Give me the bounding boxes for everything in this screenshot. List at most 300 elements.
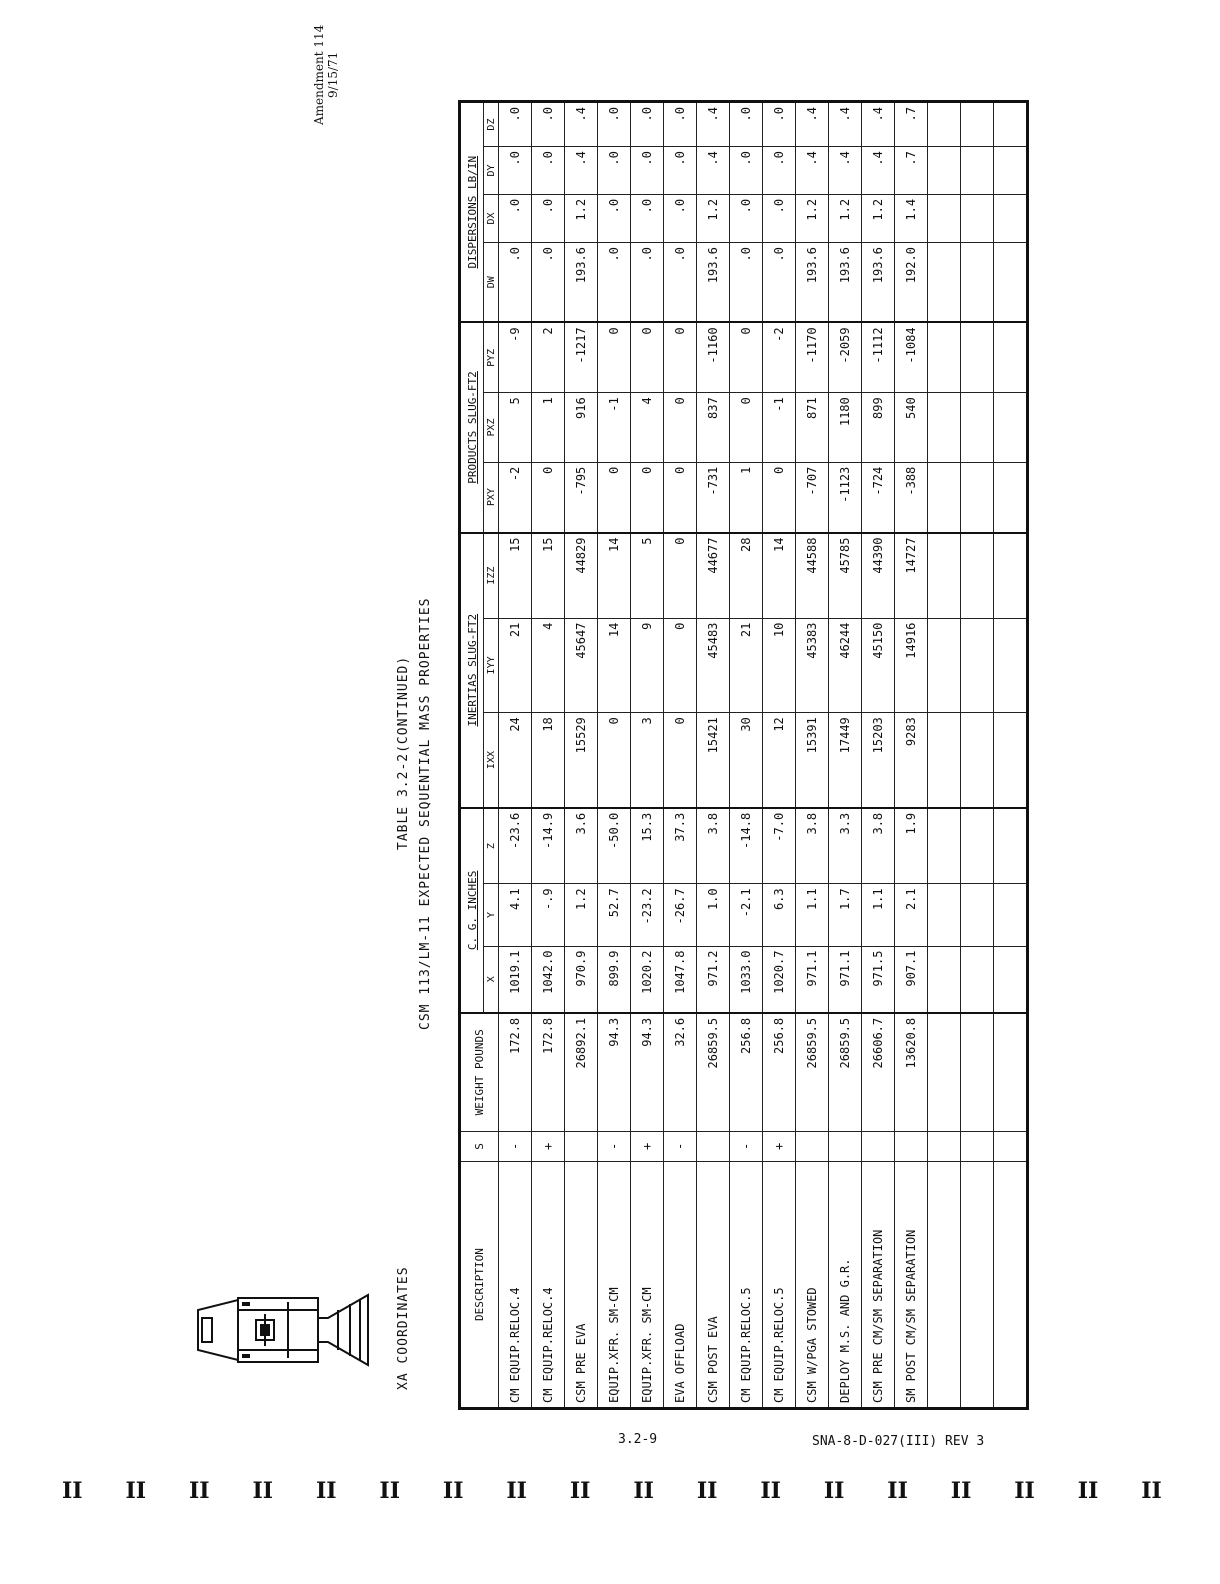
table-cell: -26.7 — [664, 884, 697, 946]
table-cell — [796, 1131, 829, 1161]
table-cell: 15391 — [796, 713, 829, 808]
table-cell: 94.3 — [631, 1013, 664, 1131]
amendment-block — [312, 25, 340, 125]
table-cell — [928, 946, 961, 1013]
table-cell: -1123 — [829, 462, 862, 532]
table-cell: 971.1 — [829, 946, 862, 1013]
table-cell: 871 — [796, 393, 829, 462]
table-cell: 26892.1 — [565, 1013, 598, 1131]
scan-mark: II — [252, 1478, 274, 1504]
table-cell: 2 — [532, 322, 565, 392]
table-cell: 3.8 — [862, 808, 895, 884]
scan-mark: II — [1141, 1478, 1162, 1504]
table-cell: 5 — [499, 393, 532, 462]
table-cell: -707 — [796, 462, 829, 532]
table-cell: 1.4 — [895, 194, 928, 242]
table-cell — [928, 618, 961, 713]
table-cell: 1.2 — [565, 884, 598, 946]
table-cell: CM EQUIP.RELOC.4 — [532, 1162, 565, 1409]
table-cell: 1 — [730, 462, 763, 532]
table-cell: 0 — [763, 462, 796, 532]
col-iyy: IYY — [484, 618, 499, 713]
table-cell: 26859.5 — [796, 1013, 829, 1131]
table-cell: -9 — [499, 322, 532, 392]
table-cell — [928, 462, 961, 532]
table-cell — [961, 713, 994, 808]
table-cell: 12 — [763, 713, 796, 808]
table-cell: 1047.8 — [664, 946, 697, 1013]
table-cell: .0 — [664, 147, 697, 195]
table-cell — [994, 1131, 1028, 1161]
col-x: X — [484, 946, 499, 1013]
table-cell: 9283 — [895, 713, 928, 808]
table-row — [796, 102, 829, 1409]
table-cell: 3 — [631, 713, 664, 808]
table-title: TABLE 3.2-2(CONTINUED) — [396, 655, 411, 850]
table-cell — [994, 884, 1028, 946]
table-cell: -1084 — [895, 322, 928, 392]
table-cell: 26859.5 — [697, 1013, 730, 1131]
col-dw: DW — [484, 243, 499, 323]
group-inertias-label: INERTIAS SLUG-FT2 — [465, 613, 479, 727]
table-cell: 44588 — [796, 533, 829, 619]
table-cell: 14 — [763, 533, 796, 619]
table-cell: .0 — [499, 194, 532, 242]
table-cell: 45383 — [796, 618, 829, 713]
table-cell — [565, 1131, 598, 1161]
table-cell: 172.8 — [499, 1013, 532, 1131]
scan-mark: II — [62, 1478, 83, 1504]
table-cell: -1217 — [565, 322, 598, 392]
table-cell: -724 — [862, 462, 895, 532]
table-cell — [961, 102, 994, 147]
table-row — [631, 102, 664, 1409]
amendment-label: Amendment 114 — [312, 24, 326, 125]
scan-mark: II — [188, 1478, 210, 1504]
scan-mark: II — [442, 1478, 464, 1504]
table-cell: .0 — [631, 102, 664, 147]
table-cell: 3.8 — [697, 808, 730, 884]
table-cell: - — [730, 1131, 763, 1161]
table-cell: .0 — [664, 102, 697, 147]
scan-mark: II — [887, 1478, 908, 1504]
table-cell: 0 — [664, 533, 697, 619]
table-cell: -7.0 — [763, 808, 796, 884]
table-cell: 0 — [664, 322, 697, 392]
table-cell: -731 — [697, 462, 730, 532]
table-cell: 15 — [532, 533, 565, 619]
table-cell — [961, 243, 994, 323]
table-cell: 1 — [532, 393, 565, 462]
table-cell: 15 — [499, 533, 532, 619]
col-pxz: PXZ — [484, 393, 499, 462]
csm-spacecraft-icon — [178, 1250, 378, 1410]
table-row — [565, 102, 598, 1409]
table-cell: .0 — [730, 243, 763, 323]
table-cell: 1.0 — [697, 884, 730, 946]
table-cell — [961, 1131, 994, 1161]
table-cell — [994, 618, 1028, 713]
group-products — [460, 322, 484, 532]
table-cell: 971.5 — [862, 946, 895, 1013]
table-cell: -795 — [565, 462, 598, 532]
table-cell — [829, 1131, 862, 1161]
table-cell: -50.0 — [598, 808, 631, 884]
table-cell: 193.6 — [697, 243, 730, 323]
table-cell — [961, 884, 994, 946]
table-cell — [895, 1131, 928, 1161]
table-cell — [862, 1131, 895, 1161]
col-weight: WEIGHT POUNDS — [460, 1013, 499, 1131]
table-cell — [994, 808, 1028, 884]
table-cell: EQUIP.XFR. SM-CM — [598, 1162, 631, 1409]
scan-mark: II — [315, 1478, 337, 1504]
table-cell: 1.2 — [697, 194, 730, 242]
table-row — [532, 102, 565, 1409]
table-cell — [961, 946, 994, 1013]
table-cell: 971.2 — [697, 946, 730, 1013]
table-cell: SM POST CM/SM SEPARATION — [895, 1162, 928, 1409]
table-cell — [994, 322, 1028, 392]
table-cell: 14 — [598, 533, 631, 619]
table-cell: -1 — [763, 393, 796, 462]
col-dy: DY — [484, 147, 499, 195]
table-cell — [928, 102, 961, 147]
table-cell — [928, 884, 961, 946]
table-cell: 15.3 — [631, 808, 664, 884]
table-row — [928, 102, 961, 1409]
table-cell: .4 — [697, 147, 730, 195]
table-cell: 3.3 — [829, 808, 862, 884]
table-cell: 26859.5 — [829, 1013, 862, 1131]
table-cell — [961, 322, 994, 392]
table-cell: .4 — [862, 102, 895, 147]
table-cell: 21 — [730, 618, 763, 713]
table-cell: .0 — [730, 102, 763, 147]
table-cell: .0 — [631, 147, 664, 195]
table-cell: -2.1 — [730, 884, 763, 946]
table-cell: .4 — [565, 147, 598, 195]
table-cell: 0 — [664, 462, 697, 532]
group-cg-label: C. G. INCHES — [465, 870, 479, 951]
table-cell: 52.7 — [598, 884, 631, 946]
scan-mark: II — [569, 1478, 591, 1504]
table-cell: 899.9 — [598, 946, 631, 1013]
table-cell: 1019.1 — [499, 946, 532, 1013]
col-izz: IZZ — [484, 533, 499, 619]
table-cell: .4 — [829, 147, 862, 195]
col-pxy: PXY — [484, 462, 499, 532]
table-cell: .0 — [763, 194, 796, 242]
table-cell: 46244 — [829, 618, 862, 713]
table-cell: 3.6 — [565, 808, 598, 884]
table-cell: -14.9 — [532, 808, 565, 884]
table-cell: - — [598, 1131, 631, 1161]
table-cell: CSM PRE EVA — [565, 1162, 598, 1409]
table-cell — [961, 462, 994, 532]
table-row — [994, 102, 1028, 1409]
table-cell: 193.6 — [829, 243, 862, 323]
rotated-table-page — [388, 100, 998, 1410]
table-body — [499, 102, 1028, 1409]
table-cell: .4 — [829, 102, 862, 147]
table-cell: .0 — [730, 147, 763, 195]
col-sign: S — [460, 1131, 499, 1161]
col-y: Y — [484, 884, 499, 946]
group-dispersions-label: DISPERSIONS LB/IN — [465, 155, 479, 269]
table-cell: .4 — [796, 102, 829, 147]
table-cell: 192.0 — [895, 243, 928, 323]
table-cell — [928, 1013, 961, 1131]
table-cell — [928, 713, 961, 808]
table-cell: -1 — [598, 393, 631, 462]
table-cell: .0 — [499, 147, 532, 195]
col-dz: DZ — [484, 102, 499, 147]
table-cell: .0 — [763, 243, 796, 323]
table-cell: 970.9 — [565, 946, 598, 1013]
table-cell — [961, 393, 994, 462]
table-cell: 26606.7 — [862, 1013, 895, 1131]
table-cell: 10 — [763, 618, 796, 713]
table-cell: 37.3 — [664, 808, 697, 884]
table-row — [763, 102, 796, 1409]
page-number: 3.2-9 — [618, 1432, 658, 1447]
col-ixx: IXX — [484, 713, 499, 808]
scan-mark: II — [506, 1478, 527, 1504]
table-cell: 45483 — [697, 618, 730, 713]
scan-edge-marks — [62, 1478, 1162, 1504]
scan-mark: II — [1014, 1478, 1035, 1504]
table-cell — [994, 147, 1028, 195]
table-row — [829, 102, 862, 1409]
table-cell: .0 — [598, 147, 631, 195]
table-cell: EQUIP.XFR. SM-CM — [631, 1162, 664, 1409]
table-cell — [928, 322, 961, 392]
table-cell: .0 — [664, 243, 697, 323]
table-cell: .4 — [697, 102, 730, 147]
table-cell: 5 — [631, 533, 664, 619]
col-description: DESCRIPTION — [460, 1162, 499, 1409]
table-cell: 899 — [862, 393, 895, 462]
table-cell: -.9 — [532, 884, 565, 946]
table-cell: - — [499, 1131, 532, 1161]
table-cell: 18 — [532, 713, 565, 808]
table-cell: -388 — [895, 462, 928, 532]
table-cell: -1170 — [796, 322, 829, 392]
col-z: Z — [484, 808, 499, 884]
table-cell: .0 — [763, 147, 796, 195]
table-cell: 193.6 — [565, 243, 598, 323]
table-cell: 1042.0 — [532, 946, 565, 1013]
document-number: SNA-8-D-027(III) REV 3 — [812, 1434, 985, 1449]
table-cell — [961, 1162, 994, 1409]
table-cell — [994, 393, 1028, 462]
table-cell: .0 — [532, 147, 565, 195]
amendment-date: 9/15/71 — [326, 51, 340, 98]
table-cell — [928, 393, 961, 462]
scan-mark: II — [950, 1478, 972, 1504]
table-cell: 4 — [532, 618, 565, 713]
table-cell: DEPLOY M.S. AND G.R. — [829, 1162, 862, 1409]
scan-mark: II — [633, 1478, 654, 1504]
table-cell: -23.6 — [499, 808, 532, 884]
group-cg — [460, 808, 484, 1013]
table-cell: .0 — [499, 243, 532, 323]
table-cell: 907.1 — [895, 946, 928, 1013]
table-row — [697, 102, 730, 1409]
table-cell: -2059 — [829, 322, 862, 392]
table-cell: 9 — [631, 618, 664, 713]
table-cell: 1180 — [829, 393, 862, 462]
table-cell: EVA OFFLOAD — [664, 1162, 697, 1409]
table-cell: 15529 — [565, 713, 598, 808]
table-cell — [961, 147, 994, 195]
table-cell: 94.3 — [598, 1013, 631, 1131]
table-cell: 1.9 — [895, 808, 928, 884]
table-cell: 45647 — [565, 618, 598, 713]
table-cell: 1.1 — [796, 884, 829, 946]
table-cell: 256.8 — [730, 1013, 763, 1131]
table-cell — [994, 194, 1028, 242]
table-cell — [994, 1162, 1028, 1409]
table-cell: 1.7 — [829, 884, 862, 946]
table-cell — [961, 1013, 994, 1131]
table-cell: 4.1 — [499, 884, 532, 946]
scan-mark: II — [125, 1478, 147, 1504]
table-cell: -23.2 — [631, 884, 664, 946]
table-cell: 45785 — [829, 533, 862, 619]
table-cell: + — [763, 1131, 796, 1161]
table-cell: 24 — [499, 713, 532, 808]
table-cell: 0 — [631, 462, 664, 532]
table-cell: 44829 — [565, 533, 598, 619]
table-row — [499, 102, 532, 1409]
table-cell: 256.8 — [763, 1013, 796, 1131]
table-cell: .0 — [664, 194, 697, 242]
table-cell: -2 — [763, 322, 796, 392]
table-cell: 2.1 — [895, 884, 928, 946]
table-cell: 193.6 — [862, 243, 895, 323]
table-cell: CSM POST EVA — [697, 1162, 730, 1409]
table-cell: 0 — [664, 393, 697, 462]
table-cell — [928, 1131, 961, 1161]
scan-mark: II — [696, 1478, 718, 1504]
table-cell: 540 — [895, 393, 928, 462]
table-cell: 172.8 — [532, 1013, 565, 1131]
table-cell: - — [664, 1131, 697, 1161]
table-cell — [961, 618, 994, 713]
table-cell — [994, 533, 1028, 619]
table-cell: 0 — [730, 322, 763, 392]
table-cell: 1.2 — [862, 194, 895, 242]
group-dispersions — [460, 102, 484, 323]
table-cell: 44677 — [697, 533, 730, 619]
table-cell: 28 — [730, 533, 763, 619]
table-cell: 1.2 — [829, 194, 862, 242]
table-cell: 0 — [730, 393, 763, 462]
table-cell: 916 — [565, 393, 598, 462]
table-subtitle: CSM 113/LM-11 EXPECTED SEQUENTIAL MASS PROPERTIES — [418, 597, 433, 1030]
table-cell: -1160 — [697, 322, 730, 392]
table-cell: .0 — [499, 102, 532, 147]
table-cell: 15421 — [697, 713, 730, 808]
table-row — [862, 102, 895, 1409]
table-cell: 4 — [631, 393, 664, 462]
table-cell: 0 — [598, 322, 631, 392]
table-cell — [928, 243, 961, 323]
mass-properties-table — [458, 100, 1029, 1410]
table-cell: 1.1 — [862, 884, 895, 946]
table-cell: .0 — [763, 102, 796, 147]
table-cell: .7 — [895, 102, 928, 147]
table-cell: .0 — [532, 194, 565, 242]
table-cell: 1.2 — [565, 194, 598, 242]
table-cell: -2 — [499, 462, 532, 532]
table-row — [961, 102, 994, 1409]
table-cell — [928, 1162, 961, 1409]
table-cell — [928, 194, 961, 242]
table-cell — [961, 533, 994, 619]
table-cell: .0 — [730, 194, 763, 242]
table-cell: 14727 — [895, 533, 928, 619]
table-cell: 3.8 — [796, 808, 829, 884]
table-cell: 0 — [598, 462, 631, 532]
table-cell: 44390 — [862, 533, 895, 619]
table-cell: 0 — [598, 713, 631, 808]
table-row — [895, 102, 928, 1409]
table-cell — [928, 147, 961, 195]
table-cell: 21 — [499, 618, 532, 713]
table-cell: 14916 — [895, 618, 928, 713]
col-dx: DX — [484, 194, 499, 242]
table-cell: -14.8 — [730, 808, 763, 884]
table-cell: 1020.7 — [763, 946, 796, 1013]
table-cell: 0 — [532, 462, 565, 532]
table-cell — [994, 102, 1028, 147]
table-cell: .4 — [796, 147, 829, 195]
table-cell — [961, 808, 994, 884]
table-cell: .0 — [631, 194, 664, 242]
table-cell: 0 — [664, 618, 697, 713]
table-cell: CSM PRE CM/SM SEPARATION — [862, 1162, 895, 1409]
scan-mark: II — [760, 1478, 781, 1504]
table-cell: .7 — [895, 147, 928, 195]
table-cell: + — [631, 1131, 664, 1161]
table-cell — [994, 243, 1028, 323]
col-pyz: PYZ — [484, 322, 499, 392]
table-cell: 45150 — [862, 618, 895, 713]
scan-mark: II — [823, 1478, 845, 1504]
table-cell: .0 — [598, 102, 631, 147]
group-inertias — [460, 533, 484, 808]
table-cell: .4 — [565, 102, 598, 147]
table-cell: .0 — [532, 243, 565, 323]
table-cell: 13620.8 — [895, 1013, 928, 1131]
table-cell — [697, 1131, 730, 1161]
table-cell: 971.1 — [796, 946, 829, 1013]
table-cell: CM EQUIP.RELOC.4 — [499, 1162, 532, 1409]
group-products-label: PRODUCTS SLUG-FT2 — [465, 371, 479, 484]
table-cell — [928, 808, 961, 884]
table-cell: 14 — [598, 618, 631, 713]
coords-label: XA COORDINATES — [396, 1266, 411, 1390]
table-cell: 1020.2 — [631, 946, 664, 1013]
table-row — [730, 102, 763, 1409]
table-cell: .0 — [532, 102, 565, 147]
table-cell: 17449 — [829, 713, 862, 808]
scan-mark: II — [1077, 1478, 1099, 1504]
table-cell: 30 — [730, 713, 763, 808]
